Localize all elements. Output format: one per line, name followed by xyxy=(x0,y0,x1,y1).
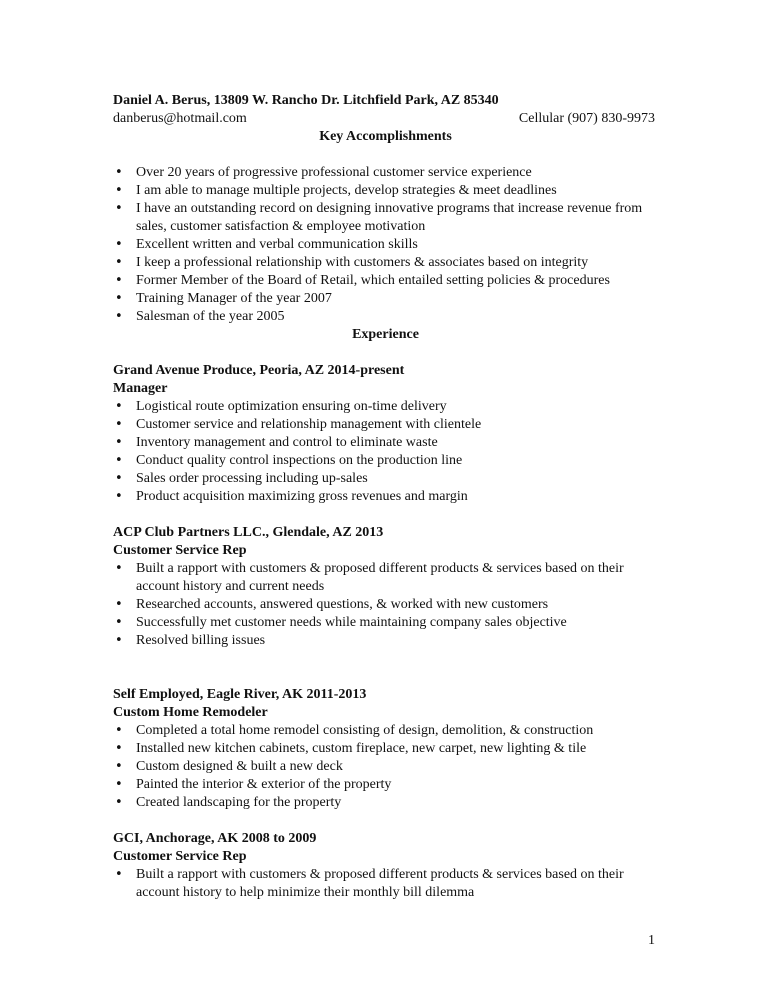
list-item: • Custom designed & built a new deck xyxy=(113,758,658,776)
contact-phone: Cellular (907) 830-9973 xyxy=(518,111,655,126)
job-title: Custom Home Remodeler xyxy=(113,705,268,720)
list-item: • Created landscaping for the property xyxy=(113,794,658,812)
list-item: • Salesman of the year 2005 xyxy=(113,308,658,326)
list-item: • I keep a professional relationship with customers & associates based on integrity xyxy=(113,254,658,272)
job-duties xyxy=(113,398,658,506)
job-title: Manager xyxy=(113,381,168,396)
accomplishments-heading: Key Accomplishments xyxy=(319,129,452,144)
list-item: • Installed new kitchen cabinets, custom fireplace, new carpet, new lighting & tile xyxy=(113,740,658,758)
job-title: Customer Service Rep xyxy=(113,543,247,558)
contact-line xyxy=(113,110,658,128)
job-employer: GCI, Anchorage, AK 2008 to 2009 xyxy=(113,831,317,846)
page-number: 1 xyxy=(648,933,655,948)
contact-name-address: Daniel A. Berus, 13809 W. Rancho Dr. Litchfield Park, AZ 85340 xyxy=(113,93,499,108)
list-item: • Resolved billing issues xyxy=(113,632,658,650)
list-item: • Customer service and relationship management with clientele xyxy=(113,416,658,434)
resume-page xyxy=(113,92,658,902)
list-item: • Product acquisition maximizing gross revenues and margin xyxy=(113,488,658,506)
contact-email: danberus@hotmail.com xyxy=(113,111,247,126)
list-item: • Sales order processing including up-sales xyxy=(113,470,658,488)
job-duties xyxy=(113,722,658,812)
job-entry xyxy=(113,830,658,902)
list-item: • Inventory management and control to eliminate waste xyxy=(113,434,658,452)
list-item: • Successfully met customer needs while maintaining company sales objective xyxy=(113,614,658,632)
job-entry xyxy=(113,686,658,812)
job-entry xyxy=(113,524,658,650)
job-entry xyxy=(113,362,658,506)
accomplishments-list xyxy=(113,164,658,326)
list-item: • Researched accounts, answered questions, & worked with new customers xyxy=(113,596,658,614)
job-duties xyxy=(113,560,658,650)
list-item: • Training Manager of the year 2007 xyxy=(113,290,658,308)
experience-heading: Experience xyxy=(352,327,419,342)
list-item: • I have an outstanding record on designing innovative programs that increase revenue from sales, customer satisfaction & employee motivation xyxy=(113,200,658,236)
list-item: • Logistical route optimization ensuring on-time delivery xyxy=(113,398,658,416)
job-duties xyxy=(113,866,658,902)
list-item: • Former Member of the Board of Retail, which entailed setting policies & procedures xyxy=(113,272,658,290)
job-employer: ACP Club Partners LLC., Glendale, AZ 2013 xyxy=(113,525,384,540)
list-item: • I am able to manage multiple projects, develop strategies & meet deadlines xyxy=(113,182,658,200)
job-employer: Grand Avenue Produce, Peoria, AZ 2014-present xyxy=(113,363,405,378)
list-item: • Over 20 years of progressive professional customer service experience xyxy=(113,164,658,182)
list-item: • Completed a total home remodel consisting of design, demolition, & construction xyxy=(113,722,658,740)
list-item: • Built a rapport with customers & proposed different products & services based on their account history and current needs xyxy=(113,560,658,596)
list-item: • Painted the interior & exterior of the property xyxy=(113,776,658,794)
list-item: • Conduct quality control inspections on the production line xyxy=(113,452,658,470)
list-item: • Built a rapport with customers & proposed different products & services based on their account history to help minimize their monthly bill dilemma xyxy=(113,866,658,902)
job-employer: Self Employed, Eagle River, AK 2011-2013 xyxy=(113,687,367,702)
list-item: • Excellent written and verbal communication skills xyxy=(113,236,658,254)
job-title: Customer Service Rep xyxy=(113,849,247,864)
